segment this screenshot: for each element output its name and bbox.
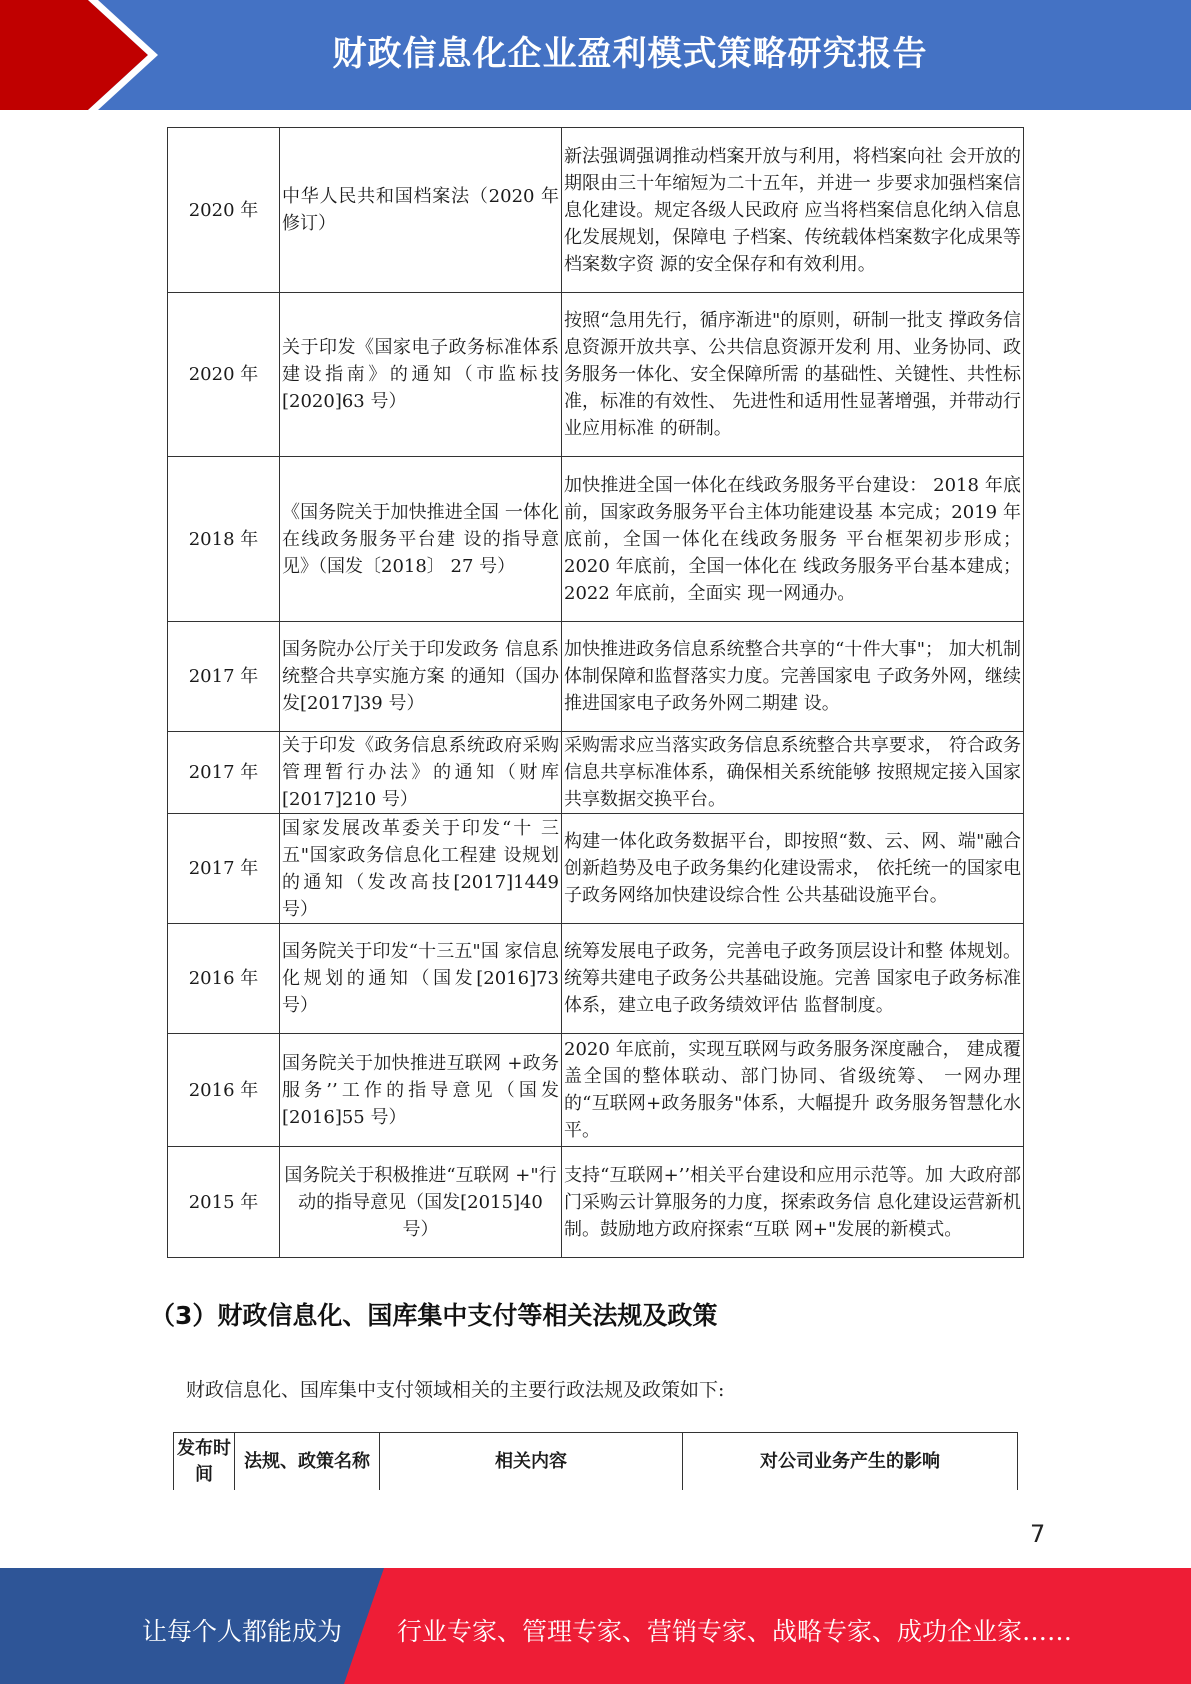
table-row [168, 457, 1024, 622]
table-row [168, 128, 1024, 293]
row-content: 采购需求应当落实政务信息系统整合共享要求， 符合政务信息共享标准体系，确保相关系统能够 按照规定接入国家共享数据交换平台。 [562, 732, 1024, 814]
report-title: 财政信息化企业盈利模式策略研究报告 [332, 34, 928, 74]
row-policy-name: 关于印发《政务信息系统政府采购管理暂行办法》的通知（财库[2017]210 号） [280, 732, 562, 814]
table-row [168, 622, 1024, 732]
row-content: 加快推进政务信息系统整合共享的“十件大事"； 加大机制体制保障和监督落实力度。完善国家电 子政务外网，继续推进国家电子政务外网二期建 设。 [562, 622, 1024, 732]
column-header-impact: 对公司业务产生的影响 [683, 1433, 1018, 1491]
row-policy-name: 国务院关于积极推进“互联网 +"行动的指导意见（国发[2015]40 号） [280, 1147, 562, 1258]
row-content: 支持“互联网+’’相关平台建设和应用示范等。加 大政府部门采购云计算服务的力度，探索政务信 息化建设运营新机制。鼓励地方政府探索“互联 网+"发展的新模式。 [562, 1147, 1024, 1258]
row-year: 2020 年 [168, 293, 280, 457]
row-policy-name: 《国务院关于加快推进全国 一体化在线政务服务平台建 设的指导意见》（国发〔2018〕 27 号） [280, 457, 562, 622]
row-year: 2017 年 [168, 622, 280, 732]
column-header-content: 相关内容 [380, 1433, 683, 1491]
row-content: 构建一体化政务数据平台，即按照“数、云、网、端"融合创新趋势及电子政务集约化建设需求， 依托统一的国家电子政务网络加快建设综合性 公共基础设施平台。 [562, 814, 1024, 924]
row-policy-name: 国务院办公厅关于印发政务 信息系统整合共享实施方案 的通知（国办发[2017]39 号） [280, 622, 562, 732]
table-row [168, 1147, 1024, 1258]
row-year: 2016 年 [168, 924, 280, 1034]
table-row [168, 924, 1024, 1034]
table-row [168, 814, 1024, 924]
column-header-date: 发布时间 [174, 1433, 235, 1491]
table-row [168, 293, 1024, 457]
row-policy-name: 中华人民共和国档案法（2020 年修订） [280, 128, 562, 293]
row-policy-name: 国家发展改革委关于印发“十 三五"国家政务信息化工程建 设规划的通知（发改高技[2017]1449 号） [280, 814, 562, 924]
row-year: 2017 年 [168, 732, 280, 814]
row-year: 2016 年 [168, 1034, 280, 1147]
row-content: 2020 年底前，实现互联网与政务服务深度融合， 建成覆盖全国的整体联动、部门协同、省级统筹、 一网办理的“互联网+政务服务"体系，大幅提升 政务服务智慧化水平。 [562, 1034, 1024, 1147]
page-header [0, 0, 1191, 110]
row-content: 加快推进全国一体化在线政务服务平台建设： 2018 年底前，国家政务服务平台主体功能建设基 本完成；2019 年底前，全国一体化在线政务服务 平台框架初步形成；2020 年底前，全国一体化在 线政务服务平台基本建成；2022 年底前，全面实 现一网通办。 [562, 457, 1024, 622]
footer-slogan-left: 让每个人都能成为 [142, 1617, 343, 1646]
row-content: 统筹发展电子政务，完善电子政务顶层设计和整 体规划。统筹共建电子政务公共基础设施。完善 国家电子政务标准体系，建立电子政务绩效评估 监督制度。 [562, 924, 1024, 1034]
page-footer [0, 1568, 1191, 1684]
row-content: 按照“急用先行，循序渐进"的原则，研制一批支 撑政务信息资源开放共享、公共信息资源开发利 用、业务协同、政务服务一体化、安全保障所需 的基础性、关键性、共性标准，标准的有效性、 先进性和适用性显著增强，并带动行业应用标准 的研制。 [562, 293, 1024, 457]
column-header-name: 法规、政策名称 [235, 1433, 380, 1491]
row-year: 2018 年 [168, 457, 280, 622]
table-row [168, 1034, 1024, 1147]
table-row [168, 732, 1024, 814]
row-policy-name: 国务院关于印发“十三五"国 家信息化规划的通知（国发[2016]73 号） [280, 924, 562, 1034]
row-policy-name: 关于印发《国家电子政务标准体系建设指南》的通知（市监标技[2020]63 号） [280, 293, 562, 457]
page-number: 7 [1030, 1520, 1046, 1548]
footer-slogan-right: 行业专家、管理专家、营销专家、战略专家、成功企业家…… [397, 1617, 1073, 1646]
section-intro: 财政信息化、国库集中支付领域相关的主要行政法规及政策如下: [186, 1379, 725, 1401]
section-heading: （3）财政信息化、国库集中支付等相关法规及政策 [150, 1301, 718, 1330]
row-year: 2020 年 [168, 128, 280, 293]
row-year: 2017 年 [168, 814, 280, 924]
policy-table [167, 127, 1024, 1258]
law-policy-table [173, 1432, 1018, 1490]
row-year: 2015 年 [168, 1147, 280, 1258]
row-content: 新法强调强调推动档案开放与利用，将档案向社 会开放的期限由三十年缩短为二十五年，并进一 步要求加强档案信息化建设。规定各级人民政府 应当将档案信息化纳入信息化发展规划，保障电 子档案、传统载体档案数字化成果等档案数字资 源的安全保存和有效利用。 [562, 128, 1024, 293]
row-policy-name: 国务院关于加快推进互联网 +政务服务’’工作的指导意见（国发[2016]55 号） [280, 1034, 562, 1147]
table-header-row [174, 1433, 1018, 1491]
